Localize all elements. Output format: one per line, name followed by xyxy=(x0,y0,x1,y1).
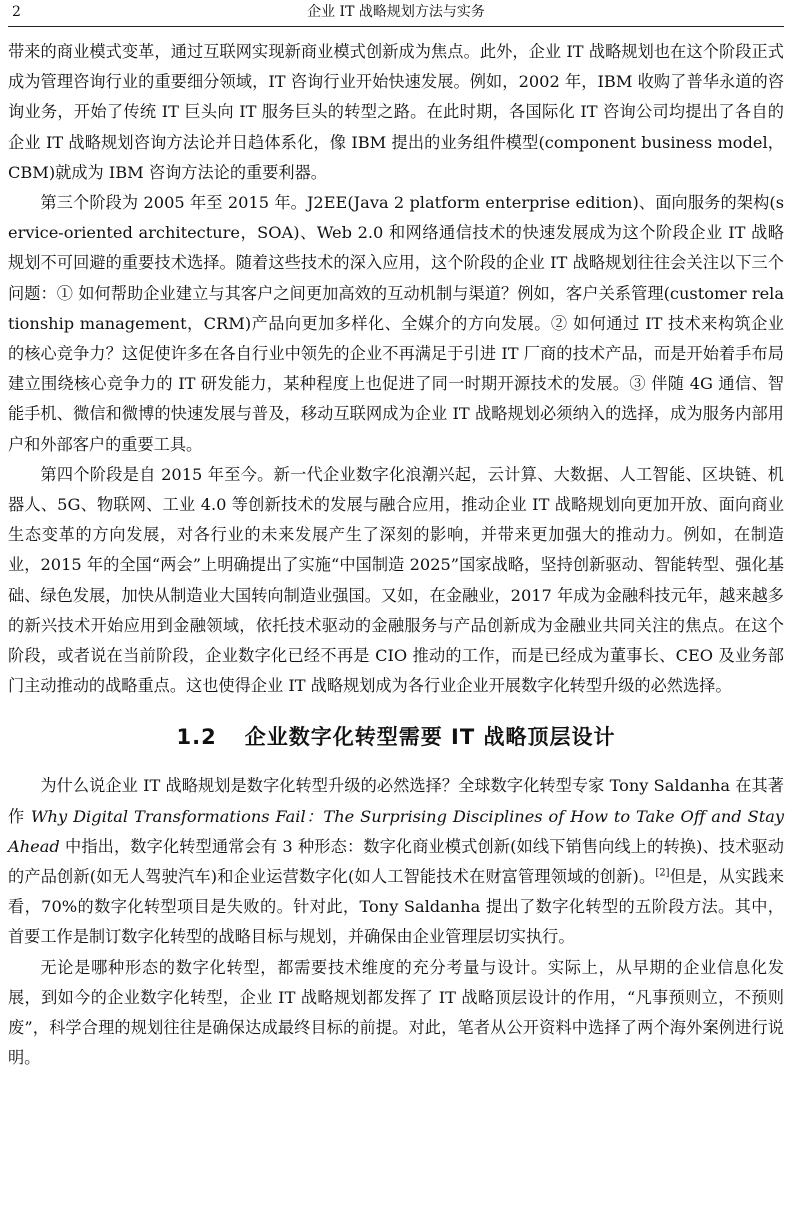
paragraph-continuation: 带来的商业模式变革，通过互联网实现新商业模式创新成为焦点。此外，企业 IT 战略规划也在这个阶段正式成为管理咨询行业的重要细分领域，IT 咨询行业开始快速发展。例如，2002 年，IBM 收购了普华永道的咨询业务，开始了传统 IT 巨头向 IT 服务巨头的转型之路。在此时期，各国际化 IT 咨询公司均提出了各自的企业 IT 战略规划咨询方法论并日趋体系化，像 IBM 提出的业务组件模型(component business model，CBM)就成为 IBM 咨询方法论的重要利器。 xyxy=(8,42,784,182)
paragraph-lead-text: 为什么说企业 IT 战略规划是数字化转型升级的必然选择？全球数字化转型专家 Tony Saldanha 在其著作 xyxy=(8,776,784,826)
body-text xyxy=(8,37,784,1074)
running-header xyxy=(8,0,784,27)
paragraph-fourth-stage: 第四个阶段是自 2015 年至今。新一代企业数字化浪潮兴起，云计算、大数据、人工智能、区块链、机器人、5G、物联网、工业 4.0 等创新技术的发展与融合应用，推动企业 IT 战略规划向更加开放、面向商业生态变革的方向发展，对各行业的未来发展产生了深刻的影响，并带来更加强大的推动力。例如，在制造业，2015 年的全国“两会”上明确提出了实施“中国制造 2025”国家战略，坚持创新驱动、智能转型、强化基础、绿色发展，加快从制造业大国转向制造业强国。又如，在金融业，2017 年成为金融科技元年，越来越多的新兴技术开始应用到金融领域，依托技术驱动的金融服务与产品创新成为金融业共同关注的焦点。在这个阶段，或者说在当前阶段，企业数字化已经不再是 CIO 推动的工作，而是已经成为董事长、CEO 及业务部门主动推动的战略重点。这也使得企业 IT 战略规划成为各行业企业开展数字化转型升级的必然选择。 xyxy=(8,464,784,696)
paragraph-third-stage: 第三个阶段为 2005 年至 2015 年。J2EE(Java 2 platform enterprise edition)、面向服务的架构(service-oriented architecture，SOA)、Web 2.0 和网络通信技术的快速发展成为这个阶段企业 IT 战略规划不可回避的重要技术选择。随着这些技术的深入应用，这个阶段的企业 IT 战略规划往往会关注以下三个问题：① 如何帮助企业建立与其客户之间更加高效的互动机制与渠道？例如，客户关系管理(customer relationship management，CRM)产品向更加多样化、全媒介的方向发展。② 如何通过 IT 技术来构筑企业的核心竞争力？这促使许多在各自行业中领先的企业不再满足于引进 IT 厂商的技术产品，而是开始着手布局建立围绕核心竞争力的 IT 研发能力，某种程度上也促进了同一时期开源技术的发展。③ 伴随 4G 通信、智能手机、微信和微博的快速发展与普及，移动互联网成为企业 IT 战略规划必须纳入的选择，成为服务内部用户和外部客户的重要工具。 xyxy=(8,193,784,454)
paragraph-why-it-strategy xyxy=(8,771,784,952)
citation-marker: [2] xyxy=(655,867,670,879)
page-number: 2 xyxy=(12,4,21,20)
paragraph-tail-text: 但是，从实践来看，70%的数字化转型项目是失败的。针对此，Tony Saldanha 提出了数字化转型的五阶段方法。其中，首要工作是制订数字化转型的战略目标与规划，并确保由企业管理层切实执行。 xyxy=(8,867,785,947)
section-title: 企业数字化转型需要 IT 战略顶层设计 xyxy=(244,725,616,750)
section-heading xyxy=(8,713,784,761)
book-title-italic: Why Digital Transformations Fail：The Surprising Disciplines of How to Take Off and Stay Ahead xyxy=(8,806,784,856)
paragraph-top-level-design: 无论是哪种形态的数字化转型，都需要技术维度的充分考量与设计。实际上，从早期的企业信息化发展，到如今的企业数字化转型，企业 IT 战略规划都发挥了 IT 战略顶层设计的作用，“凡事预则立，不预则废”，科学合理的规划往往是确保达成最终目标的前提。对此，笔者从公开资料中选择了两个海外案例进行说明。 xyxy=(8,957,784,1068)
section-number: 1.2 xyxy=(176,725,217,750)
running-title: 企业 IT 战略规划方法与实务 xyxy=(307,4,485,20)
paragraph-middle-text: 中指出，数字化转型通常会有 3 种形态：数字化商业模式创新(如线下销售向线上的转换)、技术驱动的产品创新(如无人驾驶汽车)和企业运营数字化(如人工智能技术在财富管理领域的创新)。 xyxy=(8,836,784,887)
